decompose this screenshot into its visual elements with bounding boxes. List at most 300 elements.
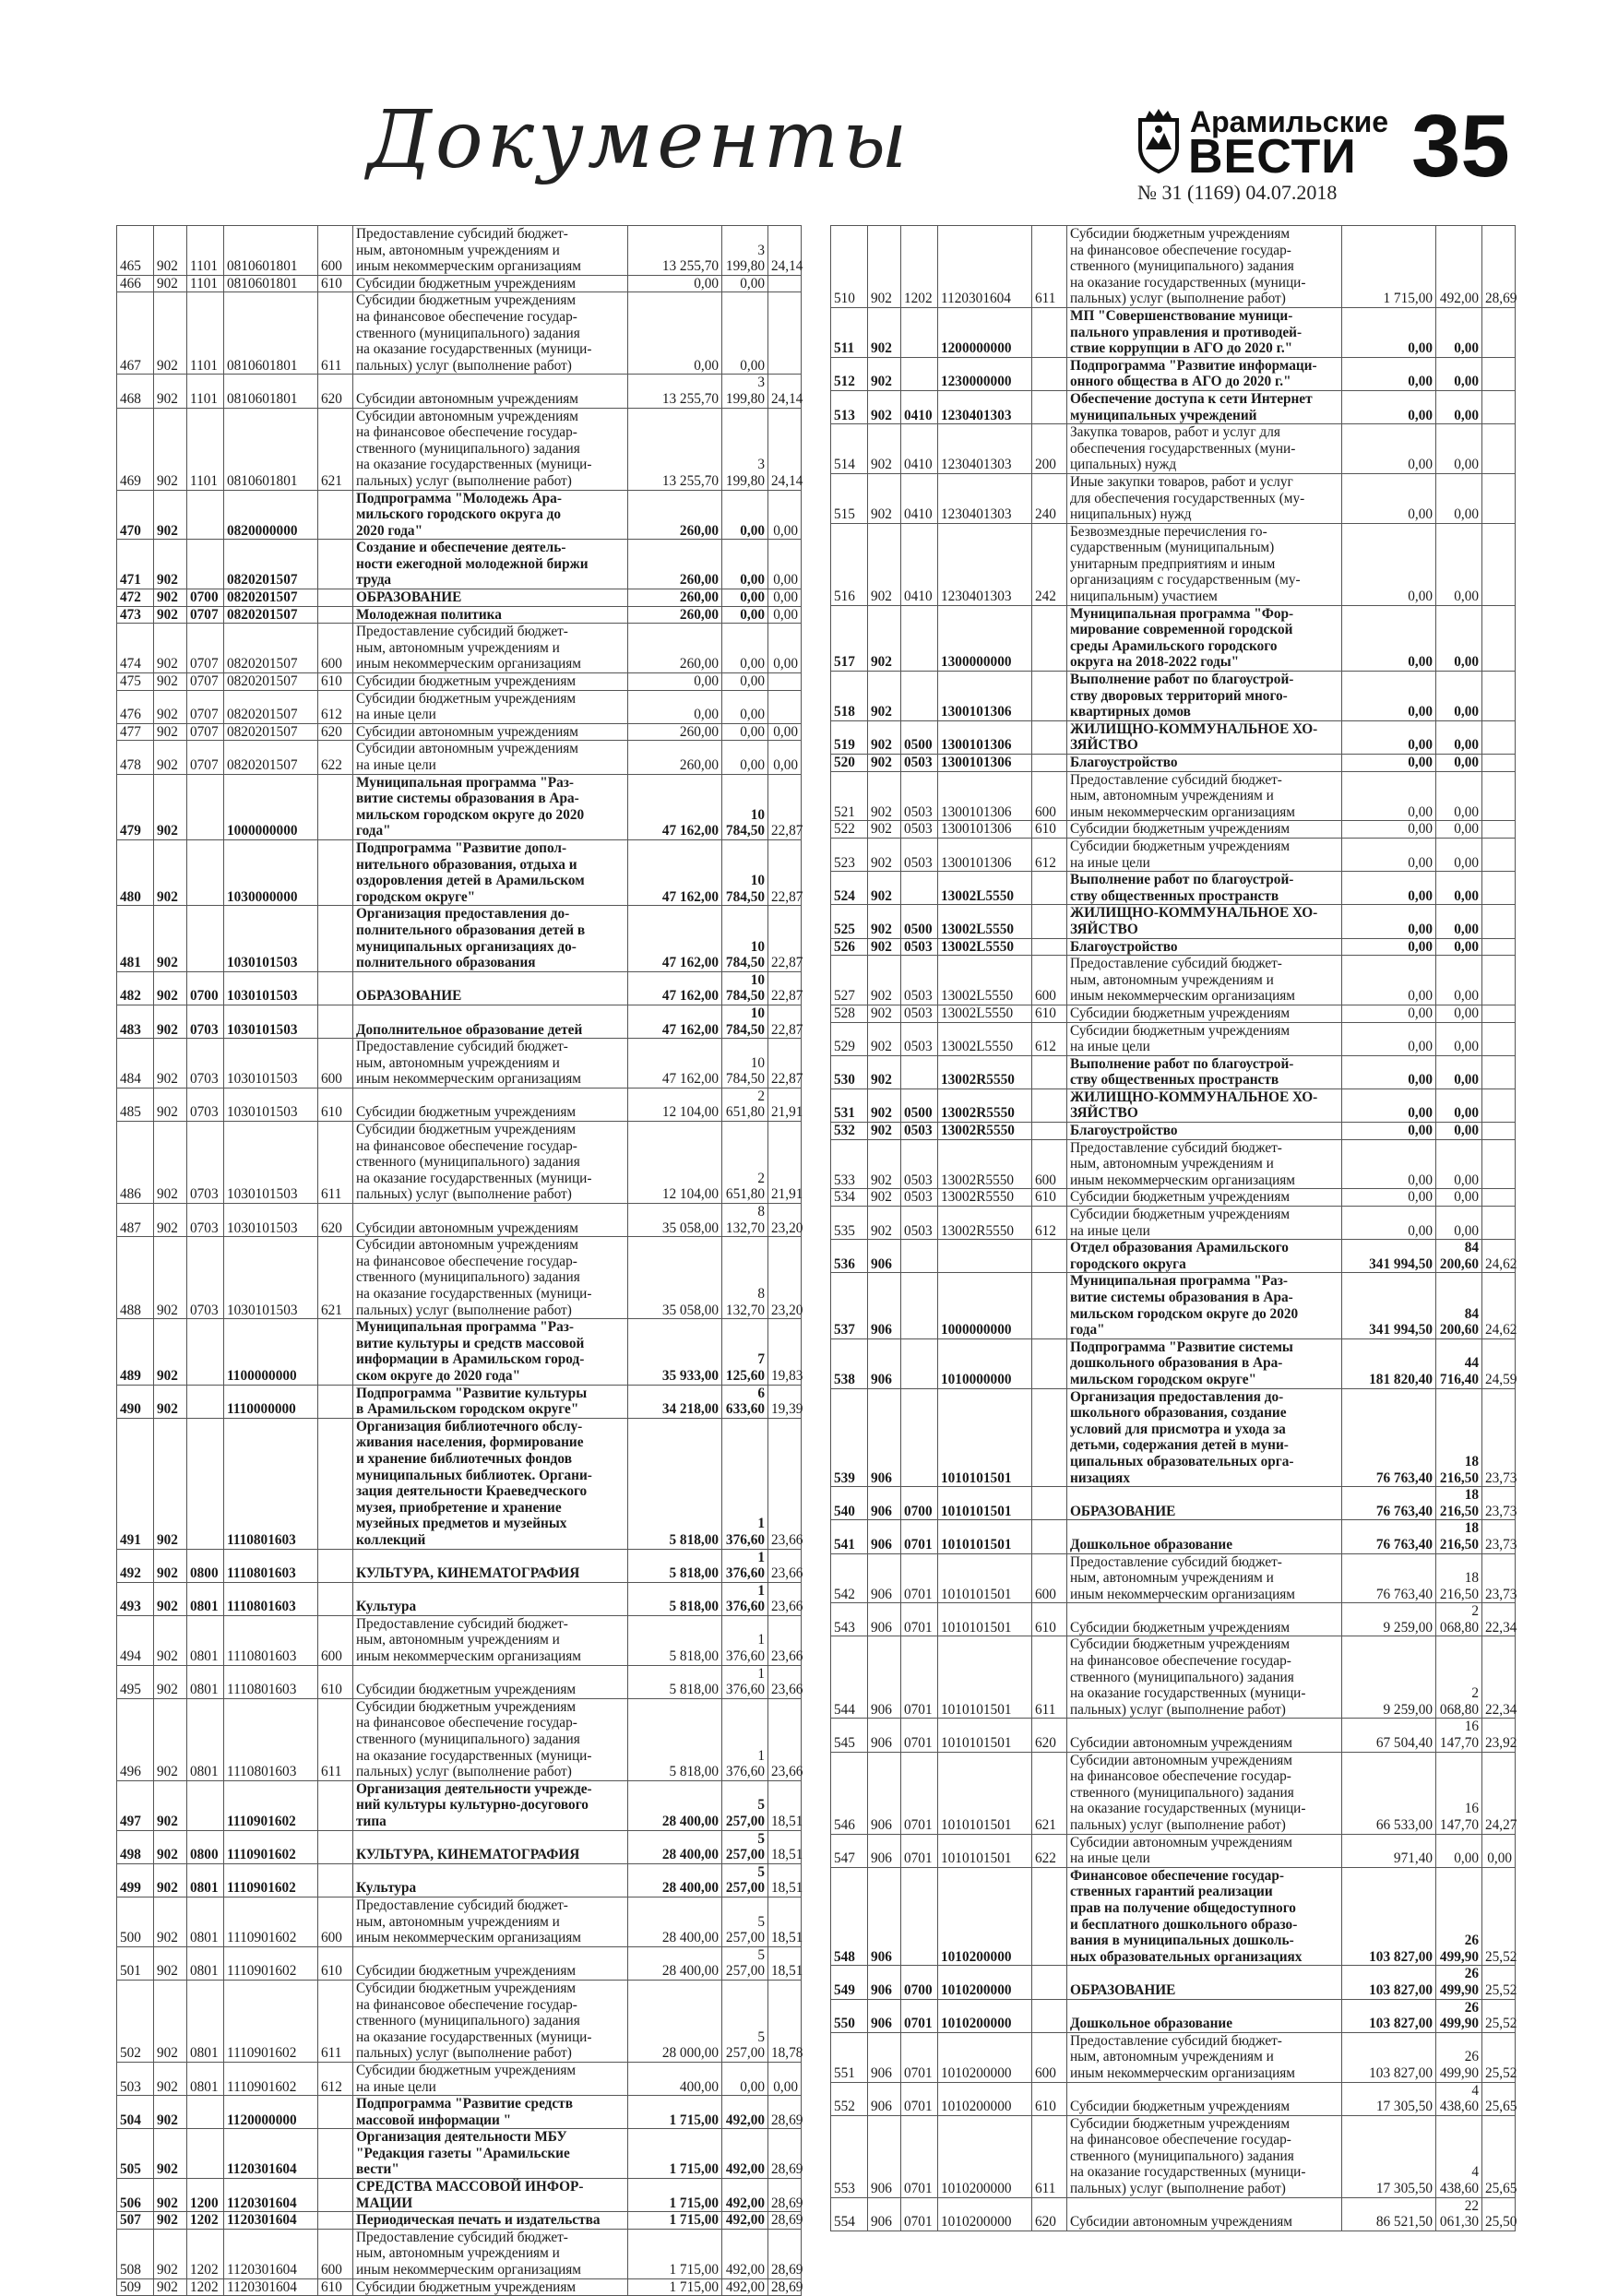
section-code: 1101 <box>187 375 224 408</box>
actual-amount: 0,00 <box>1436 1022 1482 1055</box>
actual-amount: 0,00 <box>1436 821 1482 839</box>
section-code <box>901 1388 938 1487</box>
row-number: 549 <box>831 1966 868 1999</box>
org-code: 902 <box>868 523 901 605</box>
row-number: 490 <box>117 1385 154 1418</box>
target-code: 13002R5550 <box>938 1207 1032 1240</box>
expense-type <box>1032 1966 1067 1999</box>
item-name: ОБРАЗОВАНИЕ <box>1067 1487 1342 1520</box>
actual-amount: 0,00 <box>1436 755 1482 772</box>
table-row <box>117 2212 802 2230</box>
section-code <box>187 2129 224 2179</box>
table-row <box>831 1999 1516 2032</box>
actual-amount: 0,00 <box>1436 956 1482 1005</box>
actual-amount: 26 499,90 <box>1436 1999 1482 2032</box>
item-name: Выполнение работ по благоустрой- ству общественных пространств <box>1067 1055 1342 1089</box>
target-code: 1010200000 <box>938 2032 1032 2082</box>
actual-amount: 2 068,80 <box>1436 1636 1482 1719</box>
section-code: 0410 <box>901 424 938 474</box>
actual-amount: 84 200,60 <box>1436 1273 1482 1338</box>
plan-amount: 0,00 <box>628 292 722 375</box>
expense-type <box>318 2179 353 2212</box>
row-number: 547 <box>831 1834 868 1867</box>
target-code: 1010101501 <box>938 1603 1032 1636</box>
execution-percent <box>1482 1005 1516 1022</box>
row-number: 511 <box>831 307 868 357</box>
expense-type <box>318 2129 353 2179</box>
table-row <box>831 1123 1516 1140</box>
row-number: 518 <box>831 672 868 721</box>
section-code <box>901 1338 938 1388</box>
table-row <box>831 1005 1516 1022</box>
plan-amount: 0,00 <box>1342 605 1436 671</box>
table-row <box>117 1418 802 1549</box>
actual-amount: 2 651,80 <box>722 1122 768 1204</box>
plan-amount: 103 827,00 <box>1342 1867 1436 1966</box>
section-code: 0701 <box>901 1603 938 1636</box>
org-code: 902 <box>154 292 187 375</box>
plan-amount: 17 305,50 <box>1342 2082 1436 2115</box>
plan-amount: 1 715,00 <box>628 2096 722 2129</box>
table-row <box>117 906 802 971</box>
section-code: 0703 <box>187 1122 224 1204</box>
table-row <box>831 938 1516 956</box>
actual-amount: 8 132,70 <box>722 1204 768 1237</box>
expense-type: 610 <box>318 275 353 292</box>
item-name: Организация деятельности учрежде- ний культуры культурно-досугового типа <box>353 1780 628 1830</box>
section-code: 0701 <box>901 1834 938 1867</box>
row-number: 526 <box>831 938 868 956</box>
target-code: 1010200000 <box>938 1966 1032 1999</box>
table-row <box>831 1089 1516 1122</box>
actual-amount: 5 257,00 <box>722 1897 768 1946</box>
actual-amount: 0,00 <box>1436 357 1482 390</box>
section-code: 1101 <box>187 408 224 490</box>
target-code: 1030101503 <box>224 1122 318 1204</box>
actual-amount: 0,00 <box>1436 307 1482 357</box>
actual-amount: 5 257,00 <box>722 1780 768 1830</box>
target-code: 13002R5550 <box>938 1189 1032 1207</box>
expense-type: 600 <box>318 624 353 673</box>
target-code: 1010101501 <box>938 1719 1032 1752</box>
item-name: Субсидии автономным учреждениям <box>353 1204 628 1237</box>
actual-amount: 492,00 <box>1436 226 1482 308</box>
newspaper-logo <box>1133 105 1389 184</box>
expense-type: 612 <box>1032 1022 1067 1055</box>
plan-amount: 0,00 <box>1342 1207 1436 1240</box>
actual-amount: 0,00 <box>1436 672 1482 721</box>
org-code: 906 <box>868 1240 901 1273</box>
org-code: 902 <box>154 1088 187 1121</box>
item-name: Дошкольное образование <box>1067 1520 1342 1553</box>
expense-type: 610 <box>318 1665 353 1698</box>
execution-percent: 18,78 <box>768 1980 802 2062</box>
table-row <box>831 1207 1516 1240</box>
org-code: 902 <box>154 1946 187 1980</box>
actual-amount: 0,00 <box>1436 771 1482 821</box>
item-name: ЖИЛИЩНО-КОММУНАЛЬНОЕ ХО- ЗЯЙСТВО <box>1067 720 1342 754</box>
actual-amount: 26 499,90 <box>1436 2032 1482 2082</box>
table-row <box>117 1780 802 1830</box>
org-code: 902 <box>154 606 187 624</box>
plan-amount: 0,00 <box>1342 720 1436 754</box>
item-name: Субсидии бюджетным учреждениям на финансовое обеспечение государ- ственного (муниципального) задания на оказание государственных (муници- пальных) услуг (выполнение работ) <box>1067 226 1342 308</box>
expense-type: 610 <box>318 1946 353 1980</box>
section-code: 0707 <box>187 690 224 723</box>
org-code: 906 <box>868 1553 901 1603</box>
table-row <box>831 1189 1516 1207</box>
plan-amount: 86 521,50 <box>1342 2197 1436 2231</box>
row-number: 507 <box>117 2212 154 2230</box>
plan-amount: 1 715,00 <box>628 2129 722 2179</box>
table-row <box>117 2096 802 2129</box>
org-code: 902 <box>868 390 901 423</box>
execution-percent: 22,87 <box>768 1039 802 1089</box>
section-code: 0503 <box>901 1022 938 1055</box>
section-code: 0801 <box>187 1897 224 1946</box>
section-code: 0701 <box>901 1719 938 1752</box>
row-number: 514 <box>831 424 868 474</box>
org-code: 902 <box>868 1123 901 1140</box>
item-name: Предоставление субсидий бюджет- ным, автономным учреждениям и иным некоммерческим организациям <box>1067 956 1342 1005</box>
section-code: 0701 <box>901 1752 938 1834</box>
table-row <box>831 1966 1516 1999</box>
target-code: 0820201507 <box>224 690 318 723</box>
execution-percent <box>1482 956 1516 1005</box>
section-code: 0703 <box>187 1039 224 1089</box>
section-code: 0500 <box>901 1089 938 1122</box>
actual-amount: 492,00 <box>722 2212 768 2230</box>
table-row <box>117 1039 802 1089</box>
row-number: 470 <box>117 490 154 540</box>
actual-amount: 3 199,80 <box>722 408 768 490</box>
expense-type <box>1032 1487 1067 1520</box>
org-code: 902 <box>154 2278 187 2296</box>
target-code: 13002L5550 <box>938 1022 1032 1055</box>
row-number: 472 <box>117 589 154 607</box>
target-code: 13002L5550 <box>938 872 1032 905</box>
target-code: 1030101503 <box>224 1039 318 1089</box>
section-code: 0410 <box>901 473 938 523</box>
target-code: 1120000000 <box>224 2096 318 2129</box>
execution-percent: 23,73 <box>1482 1520 1516 1553</box>
table-row <box>831 905 1516 938</box>
section-code: 0800 <box>187 1830 224 1863</box>
expense-type: 622 <box>318 741 353 774</box>
expense-type: 610 <box>1032 1603 1067 1636</box>
table-row <box>117 1698 802 1780</box>
execution-percent: 23,20 <box>768 1237 802 1319</box>
org-code: 902 <box>154 408 187 490</box>
expense-type: 611 <box>318 1980 353 2062</box>
row-number: 520 <box>831 755 868 772</box>
plan-amount: 0,00 <box>1342 523 1436 605</box>
table-row <box>831 1240 1516 1273</box>
expense-type: 610 <box>318 1088 353 1121</box>
section-code: 0703 <box>187 1005 224 1038</box>
execution-percent: 25,50 <box>1482 2197 1516 2231</box>
plan-amount: 13 255,70 <box>628 226 722 276</box>
plan-amount: 0,00 <box>1342 473 1436 523</box>
row-number: 476 <box>117 690 154 723</box>
row-number: 527 <box>831 956 868 1005</box>
expense-type: 611 <box>1032 1636 1067 1719</box>
table-row <box>831 1834 1516 1867</box>
execution-percent: 28,69 <box>768 2129 802 2179</box>
actual-amount: 492,00 <box>722 2129 768 2179</box>
row-number: 493 <box>117 1582 154 1615</box>
expense-type: 611 <box>318 1698 353 1780</box>
target-code: 1010101501 <box>938 1553 1032 1603</box>
table-row <box>831 1636 1516 1719</box>
table-row <box>117 2278 802 2296</box>
item-name: Субсидии бюджетным учреждениям на финансовое обеспечение государ- ственного (муниципального) задания на оказание государственных (муници- пальных) услуг (выполнение работ) <box>353 1698 628 1780</box>
plan-amount: 0,00 <box>628 275 722 292</box>
org-code: 906 <box>868 1487 901 1520</box>
section-code: 0500 <box>901 905 938 938</box>
execution-percent: 24,59 <box>1482 1338 1516 1388</box>
expense-type: 600 <box>318 2229 353 2278</box>
actual-amount: 0,00 <box>1436 905 1482 938</box>
plan-amount: 260,00 <box>628 606 722 624</box>
expense-type <box>318 839 353 905</box>
plan-amount: 76 763,40 <box>1342 1487 1436 1520</box>
table-row <box>117 1830 802 1863</box>
row-number: 488 <box>117 1237 154 1319</box>
plan-amount: 0,00 <box>1342 1139 1436 1189</box>
org-code: 902 <box>154 774 187 839</box>
expense-type <box>318 1863 353 1897</box>
execution-percent: 28,69 <box>768 2179 802 2212</box>
execution-percent: 0,00 <box>768 2062 802 2095</box>
execution-percent: 0,00 <box>768 741 802 774</box>
target-code: 1230401303 <box>938 424 1032 474</box>
plan-amount: 28 000,00 <box>628 1980 722 2062</box>
row-number: 471 <box>117 540 154 589</box>
execution-percent <box>1482 720 1516 754</box>
expense-type: 240 <box>1032 473 1067 523</box>
plan-amount: 0,00 <box>628 673 722 691</box>
actual-amount: 0,00 <box>722 690 768 723</box>
execution-percent <box>1482 938 1516 956</box>
table-row <box>831 1055 1516 1089</box>
item-name: ЖИЛИЩНО-КОММУНАЛЬНОЕ ХО- ЗЯЙСТВО <box>1067 905 1342 938</box>
actual-amount: 0,00 <box>722 540 768 589</box>
org-code: 902 <box>154 2179 187 2212</box>
table-row <box>117 292 802 375</box>
item-name: Организация библиотечного обслу- живания населения, формирование и хранение библиотечных фондов муниципальных библиотек. Органи- зация деятельности Краеведческого музея, приобретение и хранение музейных предметов и музейных коллекций <box>353 1418 628 1549</box>
actual-amount: 0,00 <box>722 624 768 673</box>
row-number: 544 <box>831 1636 868 1719</box>
plan-amount: 28 400,00 <box>628 1946 722 1980</box>
section-code: 0700 <box>187 971 224 1005</box>
actual-amount: 10 784,50 <box>722 774 768 839</box>
execution-percent: 19,39 <box>768 1385 802 1418</box>
execution-percent <box>1482 755 1516 772</box>
target-code: 13002L5550 <box>938 956 1032 1005</box>
actual-amount: 44 716,40 <box>1436 1338 1482 1388</box>
actual-amount: 0,00 <box>1436 1089 1482 1122</box>
table-row <box>117 673 802 691</box>
target-code: 1120301604 <box>224 2129 318 2179</box>
plan-amount: 0,00 <box>1342 1055 1436 1089</box>
execution-percent: 25,65 <box>1482 2115 1516 2197</box>
expense-type: 242 <box>1032 523 1067 605</box>
target-code: 1110801603 <box>224 1698 318 1780</box>
item-name: Субсидии бюджетным учреждениям <box>353 1665 628 1698</box>
item-name: Субсидии бюджетным учреждениям <box>353 1088 628 1121</box>
item-name: ОБРАЗОВАНИЕ <box>1067 1966 1342 1999</box>
org-code: 902 <box>868 905 901 938</box>
left-column <box>116 225 803 2295</box>
table-row <box>831 1388 1516 1487</box>
actual-amount: 0,00 <box>722 673 768 691</box>
page-number: 35 <box>1411 97 1510 196</box>
target-code: 13002R5550 <box>938 1055 1032 1089</box>
item-name: Субсидии бюджетным учреждениям <box>353 275 628 292</box>
table-row <box>117 375 802 408</box>
org-code: 902 <box>154 723 187 741</box>
item-name: Субсидии автономным учреждениям на иные цели <box>353 741 628 774</box>
table-row <box>831 1520 1516 1553</box>
target-code: 1010200000 <box>938 2197 1032 2231</box>
actual-amount: 0,00 <box>1436 720 1482 754</box>
plan-amount: 13 255,70 <box>628 408 722 490</box>
target-code: 1030000000 <box>224 839 318 905</box>
plan-amount: 260,00 <box>628 490 722 540</box>
table-row <box>831 771 1516 821</box>
row-number: 543 <box>831 1603 868 1636</box>
coat-of-arms-icon <box>1133 107 1184 173</box>
row-number: 531 <box>831 1089 868 1122</box>
target-code: 1000000000 <box>938 1273 1032 1338</box>
expense-type <box>318 606 353 624</box>
row-number: 475 <box>117 673 154 691</box>
row-number: 519 <box>831 720 868 754</box>
row-number: 497 <box>117 1780 154 1830</box>
section-code <box>901 1055 938 1089</box>
actual-amount: 0,00 <box>1436 1055 1482 1089</box>
target-code: 13002L5550 <box>938 1005 1032 1022</box>
table-row <box>831 473 1516 523</box>
row-number: 539 <box>831 1388 868 1487</box>
table-row <box>831 838 1516 871</box>
execution-percent: 28,69 <box>768 2229 802 2278</box>
actual-amount: 492,00 <box>722 2179 768 2212</box>
expense-type <box>318 971 353 1005</box>
row-number: 499 <box>117 1863 154 1897</box>
actual-amount: 2 068,80 <box>1436 1603 1482 1636</box>
plan-amount: 76 763,40 <box>1342 1388 1436 1487</box>
execution-percent: 0,00 <box>768 490 802 540</box>
table-row <box>117 1863 802 1897</box>
row-number: 538 <box>831 1338 868 1388</box>
org-code: 902 <box>154 2229 187 2278</box>
plan-amount: 341 994,50 <box>1342 1240 1436 1273</box>
item-name: Субсидии бюджетным учреждениям на финансовое обеспечение государ- ственного (муниципального) задания на оказание государственных (муници- пальных) услуг (выполнение работ) <box>353 292 628 375</box>
actual-amount: 492,00 <box>722 2229 768 2278</box>
org-code: 906 <box>868 1338 901 1388</box>
item-name: Предоставление субсидий бюджет- ным, автономным учреждениям и иным некоммерческим организациям <box>353 226 628 276</box>
actual-amount: 0,00 <box>1436 1005 1482 1022</box>
row-number: 524 <box>831 872 868 905</box>
row-number: 484 <box>117 1039 154 1089</box>
section-code <box>187 906 224 971</box>
plan-amount: 34 218,00 <box>628 1385 722 1418</box>
plan-amount: 67 504,40 <box>1342 1719 1436 1752</box>
org-code: 902 <box>154 1549 187 1582</box>
item-name: Субсидии бюджетным учреждениям на финансовое обеспечение государ- ственного (муниципального) задания на оказание государственных (муници- пальных) услуг (выполнение работ) <box>353 1122 628 1204</box>
execution-percent: 24,62 <box>1482 1240 1516 1273</box>
target-code: 1110901602 <box>224 2062 318 2095</box>
budget-table-left <box>116 225 802 2296</box>
plan-amount: 260,00 <box>628 540 722 589</box>
section-code: 0700 <box>901 1966 938 1999</box>
item-name: Предоставление субсидий бюджет- ным, автономным учреждениям и иным некоммерческим организациям <box>1067 2032 1342 2082</box>
target-code: 1120301604 <box>224 2212 318 2230</box>
section-code: 0503 <box>901 1005 938 1022</box>
row-number: 515 <box>831 473 868 523</box>
plan-amount: 1 715,00 <box>628 2212 722 2230</box>
target-code: 1010200000 <box>938 1999 1032 2032</box>
execution-percent <box>1482 838 1516 871</box>
expense-type: 611 <box>318 1122 353 1204</box>
actual-amount: 84 200,60 <box>1436 1240 1482 1273</box>
row-number: 517 <box>831 605 868 671</box>
plan-amount: 971,40 <box>1342 1834 1436 1867</box>
org-code: 902 <box>868 226 901 308</box>
expense-type <box>318 540 353 589</box>
item-name: ОБРАЗОВАНИЕ <box>353 971 628 1005</box>
row-number: 478 <box>117 741 154 774</box>
item-name: Дополнительное образование детей <box>353 1005 628 1038</box>
actual-amount: 5 257,00 <box>722 1830 768 1863</box>
table-row <box>117 226 802 276</box>
target-code: 0820201507 <box>224 624 318 673</box>
expense-type <box>1032 357 1067 390</box>
row-number: 523 <box>831 838 868 871</box>
target-code: 1010200000 <box>938 2115 1032 2197</box>
expense-type <box>1032 905 1067 938</box>
section-code: 0701 <box>901 2082 938 2115</box>
target-code: 1300101306 <box>938 672 1032 721</box>
row-number: 534 <box>831 1189 868 1207</box>
item-name: Создание и обеспечение деятель- ности ежегодной молодежной биржи труда <box>353 540 628 589</box>
row-number: 509 <box>117 2278 154 2296</box>
plan-amount: 0,00 <box>1342 872 1436 905</box>
table-row <box>831 605 1516 671</box>
expense-type <box>318 1780 353 1830</box>
item-name: Предоставление субсидий бюджет- ным, автономным учреждениям и иным некоммерческим организациям <box>1067 771 1342 821</box>
target-code: 0810601801 <box>224 226 318 276</box>
execution-percent: 25,52 <box>1482 2032 1516 2082</box>
actual-amount: 22 061,30 <box>1436 2197 1482 2231</box>
brand-main: ВЕСТИ <box>1188 130 1357 184</box>
table-row <box>831 307 1516 357</box>
target-code: 1110901602 <box>224 1897 318 1946</box>
plan-amount: 341 994,50 <box>1342 1273 1436 1338</box>
table-row <box>831 1338 1516 1388</box>
item-name: Субсидии бюджетным учреждениям на иные цели <box>1067 1207 1342 1240</box>
target-code: 1110801603 <box>224 1549 318 1582</box>
execution-percent <box>1482 672 1516 721</box>
expense-type: 621 <box>318 408 353 490</box>
actual-amount: 4 438,60 <box>1436 2115 1482 2197</box>
plan-amount: 12 104,00 <box>628 1088 722 1121</box>
table-row <box>831 2197 1516 2231</box>
execution-percent <box>1482 605 1516 671</box>
item-name: Субсидии автономным учреждениям <box>353 723 628 741</box>
